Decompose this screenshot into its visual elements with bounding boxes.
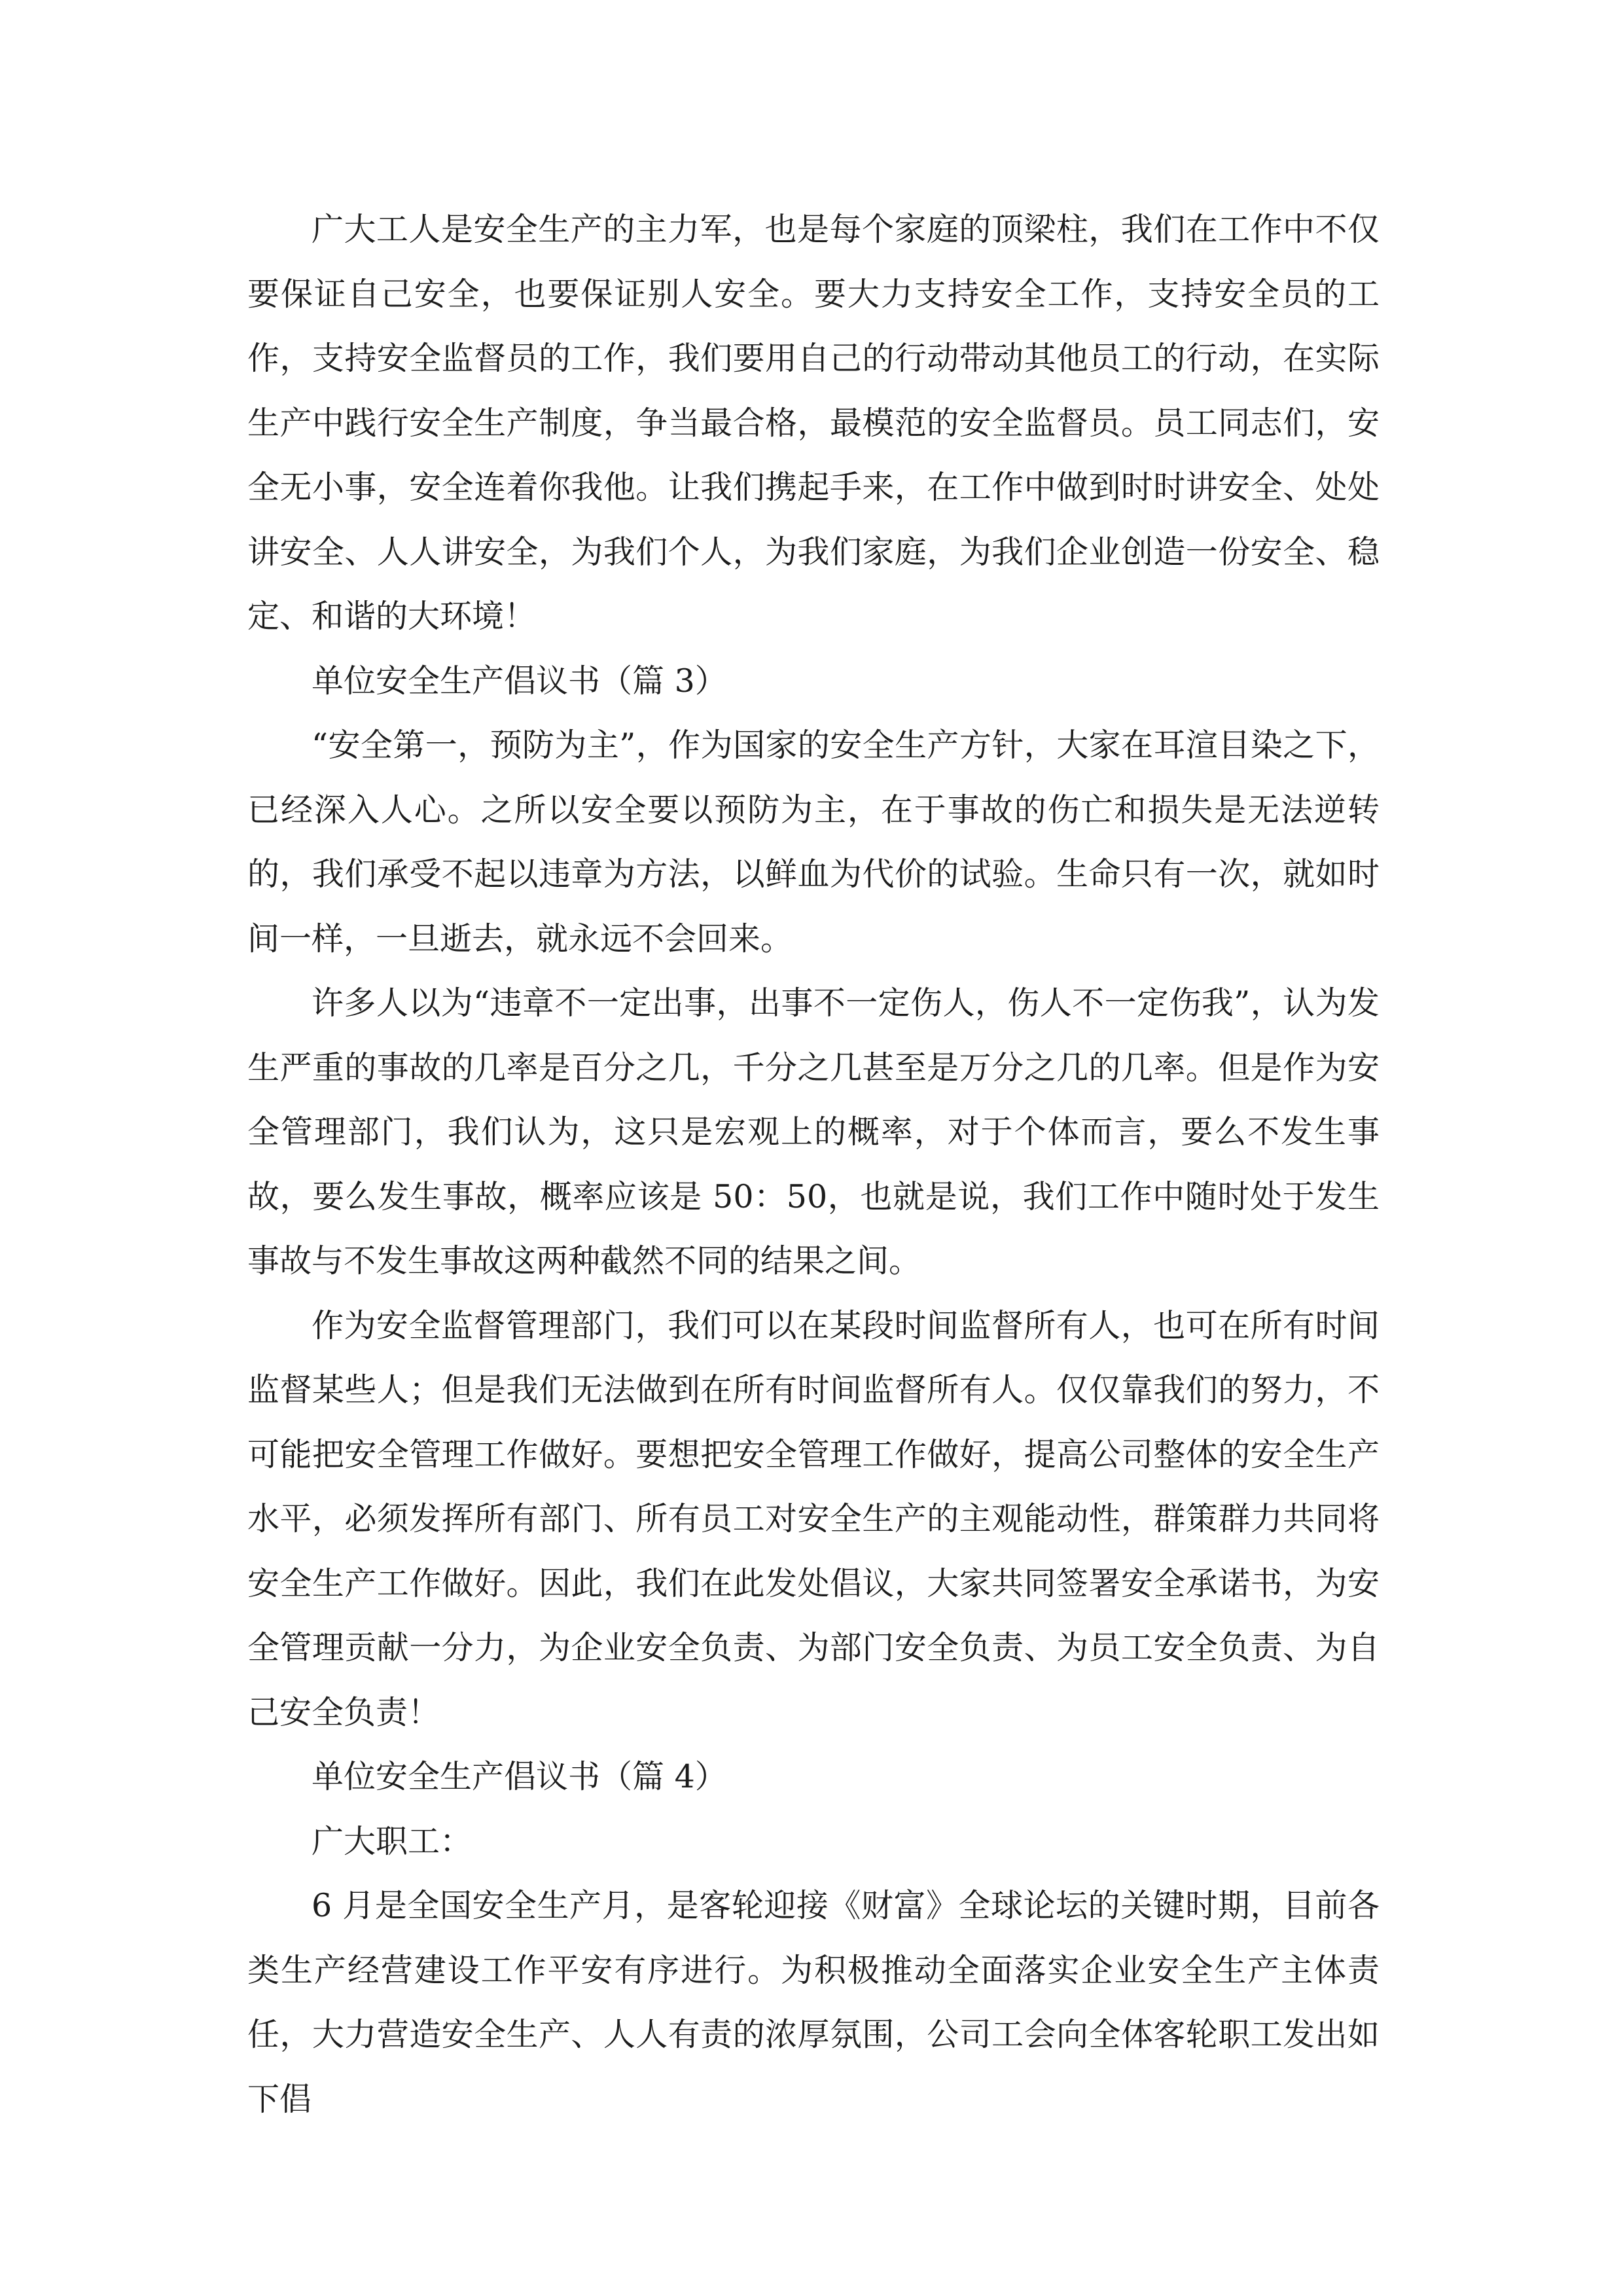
section-heading: 单位安全生产倡议书（篇 3）: [312, 662, 727, 700]
body-paragraph: 作为安全监督管理部门，我们可以在某段时间监督所有人，也可在所有时间监督某些人；但是我们无法做到在所有时间监督所有人。仅仅靠我们的努力，不可能把安全管理工作做好。要想把安全管理工作做好，提高公司整体的安全生产水平，必须发挥所有部门、所有员工对安全生产的主观能动性，群策群力共同将安全生产工作做好。因此，我们在此发处倡议，大家共同签署安全承诺书，为安全管理贡献一分力，为企业安全负责、为部门安全负责、为员工安全负责、为自己安全负责！: [247, 1306, 1380, 1731]
salutation: 广大职工：: [312, 1822, 473, 1860]
body-paragraph: 广大工人是安全生产的主力军，也是每个家庭的顶梁柱，我们在工作中不仅要保证自己安全，也要保证别人安全。要大力支持安全工作，支持安全员的工作，支持安全监督员的工作，我们要用自己的行动带动其他员工的行动，在实际生产中践行安全生产制度，争当最合格，最模范的安全监督员。员工同志们，安全无小事，安全连着你我他。让我们携起手来，在工作中做到时时讲安全、处处讲安全、人人讲安全，为我们个人，为我们家庭，为我们企业创造一份安全、稳定、和谐的大环境！: [247, 211, 1380, 635]
body-paragraph: “安全第一，预防为主”，作为国家的安全生产方针，大家在耳渲目染之下，已经深入人心。之所以安全要以预防为主，在于事故的伤亡和损失是无法逆转的，我们承受不起以违章为方法，以鲜血为代价的试验。生命只有一次，就如时间一样，一旦逝去，就永远不会回来。: [247, 726, 1380, 958]
body-paragraph: 6 月是全国安全生产月，是客轮迎接《财富》全球论坛的关键时期，目前各类生产经营建设工作平安有序进行。为积极推动全面落实企业安全生产主体责任，大力营造安全生产、人人有责的浓厚氛围，公司工会向全体客轮职工发出如下倡: [247, 1887, 1380, 2118]
section-heading: 单位安全生产倡议书（篇 4）: [312, 1758, 727, 1795]
body-paragraph: 许多人以为“违章不一定出事，出事不一定伤人，伤人不一定伤我”，认为发生严重的事故的几率是百分之几，千分之几甚至是万分之几的几率。但是作为安全管理部门，我们认为，这只是宏观上的概率，对于个体而言，要么不发生事故，要么发生事故，概率应该是 50：50，也就是说，我们工作中随时处于发生事故与不发生事故这两种截然不同的结果之间。: [247, 984, 1380, 1280]
document-body: [247, 198, 1380, 2132]
